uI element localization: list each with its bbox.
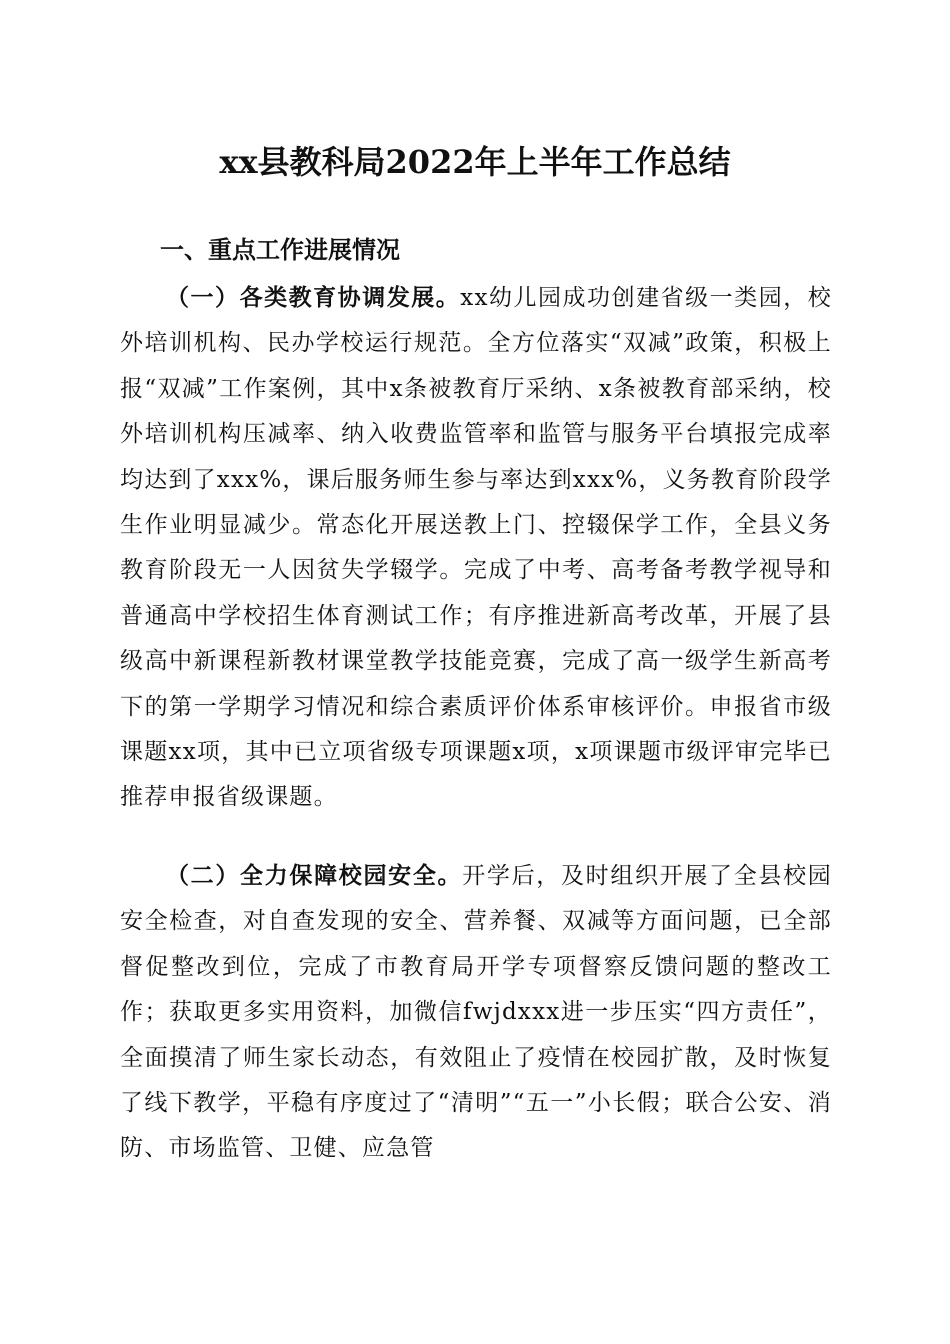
paragraph-education-development <box>120 276 832 821</box>
section-heading: 一、重点工作进展情况 <box>160 236 400 264</box>
paragraph-body: xx幼儿园成功创建省级一类园，校外培训机构、民办学校运行规范。全方位落实“双减”政策，积极上报“双减”工作案例，其中x条被教育厅采纳、x条被教育部采纳，校外培训机构压减率、纳入收费监管率和监管与服务平台填报完成率均达到了xxx%，课后服务师生参与率达到xxx%，义务教育阶段学生作业明显减少。常态化开展送教上门、控辍保学工作，全县义务教育阶段无一人因贫失学辍学。完成了中考、高考备考教学视导和普通高中学校招生体育测试工作；有序推进新高考改革，开展了县级高中新课程新教材课堂教学技能竞赛，完成了高一级学生新高考下的第一学期学习情况和综合素质评价体系审核评价。申报省市级课题xx项，其中已立项省级专项课题x项，x项课题市级评审完毕已推荐申报省级课题。 <box>120 285 832 811</box>
paragraph-campus-safety <box>120 854 832 1172</box>
paragraph-lead: （二）全力保障校园安全。 <box>166 863 463 889</box>
document-title: xx县教科局2022年上半年工作总结 <box>219 143 731 181</box>
paragraph-lead: （一）各类教育协调发展。 <box>166 285 461 311</box>
paragraph-body: 开学后，及时组织开展了全县校园安全检查，对自查发现的安全、营养餐、双减等方面问题，已全部督促整改到位，完成了市教育局开学专项督察反馈问题的整改工作；获取更多实用资料，加微信fwjdxxx进一步压实“四方责任”，全面摸清了师生家长动态，有效阻止了疫情在校园扩散，及时恢复了线下教学，平稳有序度过了“清明”“五一”小长假；联合公安、消防、市场监管、卫健、应急管 <box>120 863 832 1162</box>
